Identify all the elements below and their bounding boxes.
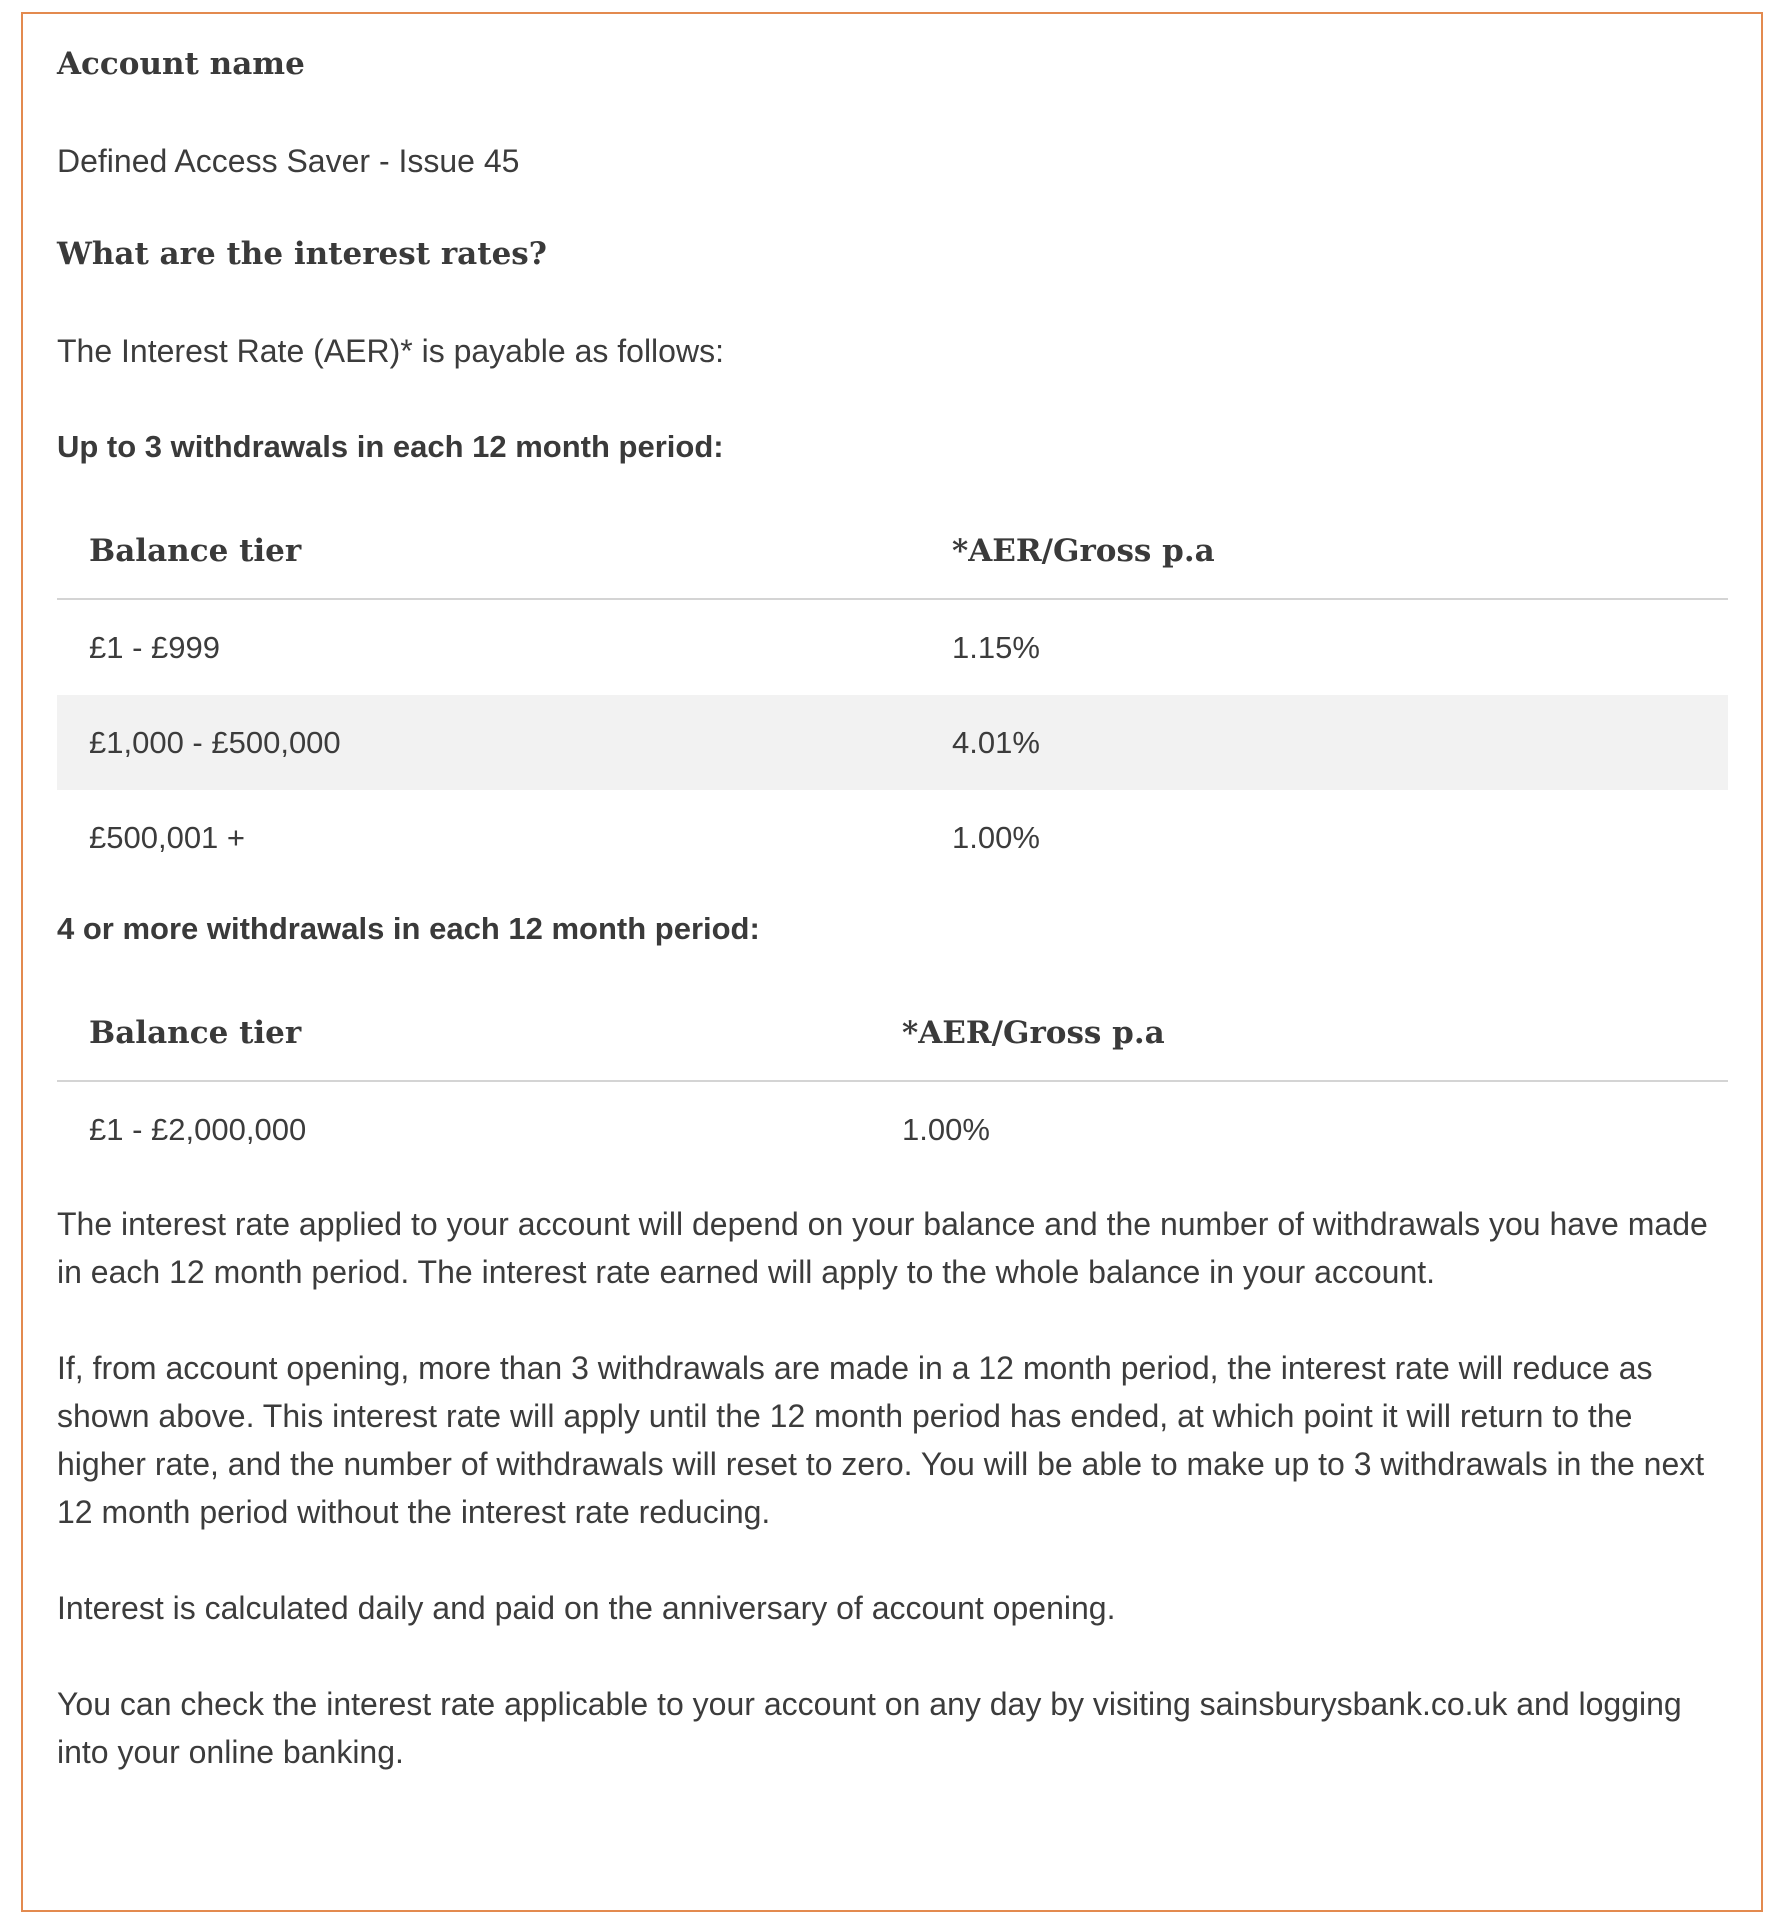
column-header-aer: *AER/Gross p.a xyxy=(920,504,1728,599)
paragraph-rate-dependency: The interest rate applied to your account will depend on your balance and the number of withdrawals you have made in each 12 month period. The interest rate earned will apply to the whole balance in your account. xyxy=(57,1206,1708,1290)
aer-rate-cell: 4.01% xyxy=(920,695,1728,790)
table-header-row xyxy=(57,504,1728,599)
aer-rate-cell: 1.00% xyxy=(902,1111,990,1147)
balance-tier-cell: £1 - £2,000,000 xyxy=(89,1111,307,1147)
paragraph-check-rate: You can check the interest rate applicable to your account on any day by visiting sainsburysbank.co.uk and logging into your online banking. xyxy=(57,1686,1682,1770)
aer-rate-cell: 1.00% xyxy=(952,819,1040,855)
table-row xyxy=(57,1081,1728,1177)
rates-table-4-or-more xyxy=(57,986,1728,1177)
aer-rate-cell: 1.15% xyxy=(952,629,1040,665)
table-row xyxy=(57,790,1728,885)
paragraph-interest-calculation: Interest is calculated daily and paid on the anniversary of account opening. xyxy=(57,1590,1116,1626)
account-summary-panel xyxy=(21,12,1763,1912)
interest-rates-heading: What are the interest rates? xyxy=(57,236,547,272)
column-header-aer: *AER/Gross p.a xyxy=(870,986,1728,1081)
table-row xyxy=(57,695,1728,790)
paragraph-withdrawal-reduction: If, from account opening, more than 3 withdrawals are made in a 12 month period, the interest rate will reduce as shown above. This interest rate will apply until the 12 month period has ended, at which point it will return to the higher rate, and the number of withdrawals will reset to zero. You will be able to make up to 3 withdrawals in the next 12 month period without the interest rate reducing. xyxy=(57,1350,1705,1530)
table-row xyxy=(57,599,1728,695)
table-header-row xyxy=(57,986,1728,1081)
table2-title: 4 or more withdrawals in each 12 month period: xyxy=(57,911,760,946)
balance-tier-cell: £500,001 + xyxy=(89,819,246,855)
column-header-balance-tier: Balance tier xyxy=(57,986,870,1081)
column-header-balance-tier: Balance tier xyxy=(57,504,920,599)
table1-title: Up to 3 withdrawals in each 12 month period: xyxy=(57,429,724,464)
rates-table-up-to-3 xyxy=(57,504,1728,885)
account-name-heading: Account name xyxy=(57,46,305,82)
interest-rates-intro: The Interest Rate (AER)* is payable as follows: xyxy=(57,333,724,369)
balance-tier-cell: £1,000 - £500,000 xyxy=(57,695,920,790)
account-name-value: Defined Access Saver - Issue 45 xyxy=(57,143,520,179)
balance-tier-cell: £1 - £999 xyxy=(89,629,220,665)
